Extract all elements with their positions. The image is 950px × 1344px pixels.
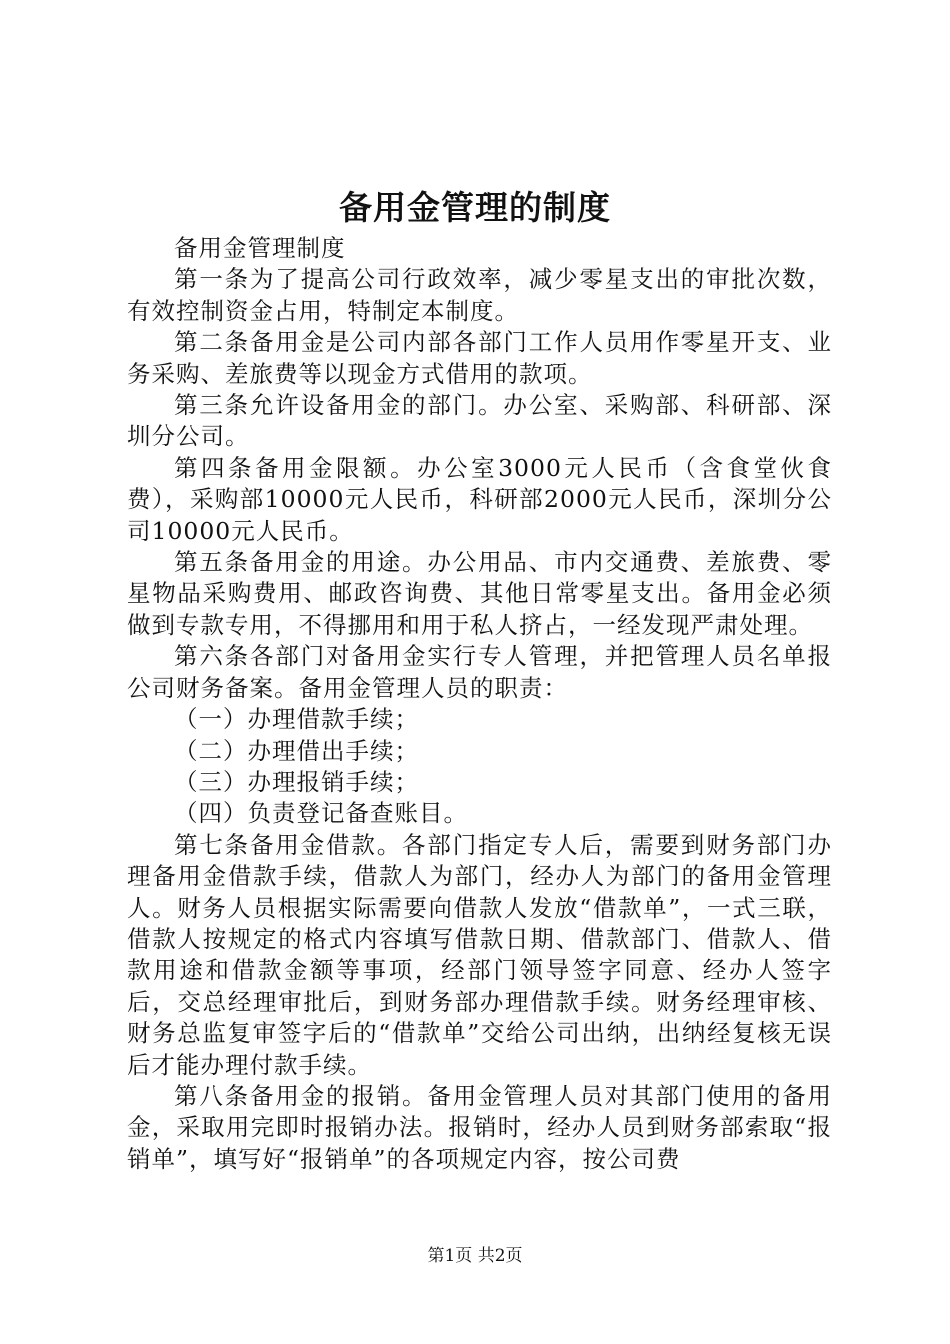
paragraph-article-5: 第五条备用金的用途。办公用品、市内交通费、差旅费、零星物品采购费用、邮政咨询费、其他日常零星支出。备用金必须做到专款专用，不得挪用和用于私人挤占，一经发现严肃处理。: [127, 548, 832, 639]
document-body: [127, 233, 832, 1175]
list-item-1: （一）办理借款手续；: [174, 705, 419, 734]
paragraph-article-1: 第一条为了提高公司行政效率，减少零星支出的审批次数，有效控制资金占用，特制定本制度。: [127, 265, 832, 325]
paragraph-article-8: 第八条备用金的报销。备用金管理人员对其部门使用的备用金，采取用完即时报销办法。报销时，经办人员到财务部索取“报销单”，填写好“报销单”的各项规定内容，按公司费: [127, 1081, 832, 1173]
paragraph-article-7: 第七条备用金借款。各部门指定专人后，需要到财务部门办理备用金借款手续，借款人为部门，经办人为部门的备用金管理人。财务人员根据实际需要向借款人发放“借款单”，一式三联，借款人按规定的格式内容填写借款日期、借款部门、借款人、借款用途和借款金额等事项，经部门领导签字同意、经办人签字后，交总经理审批后，到财务部办理借款手续。财务经理审核、财务总监复审签字后的“借款单”交给公司出纳，出纳经复核无误后才能办理付款手续。: [127, 830, 832, 1079]
page-footer: 第1页 共2页: [427, 1246, 523, 1266]
list-item-4: （四）负责登记备查账目。: [174, 799, 468, 828]
paragraph-article-2: 第二条备用金是公司内部各部门工作人员用作零星开支、业务采购、差旅费等以现金方式借用的款项。: [127, 328, 832, 388]
paragraph-article-3: 第三条允许设备用金的部门。办公室、采购部、科研部、深圳分公司。: [127, 391, 832, 451]
list-item-3: （三）办理报销手续；: [174, 767, 419, 796]
paragraph-article-6: 第六条各部门对备用金实行专人管理，并把管理人员名单报公司财务备案。备用金管理人员的职责：: [127, 642, 832, 702]
list-item-2: （二）办理借出手续；: [174, 736, 419, 765]
paragraph-heading: 备用金管理制度: [174, 234, 346, 262]
paragraph-article-4: 第四条备用金限额。办公室3000元人民币（含食堂伙食费），采购部10000元人民币，科研部2000元人民币，深圳分公司10000元人民币。: [127, 453, 832, 545]
document-title: 备用金管理的制度: [339, 188, 611, 227]
